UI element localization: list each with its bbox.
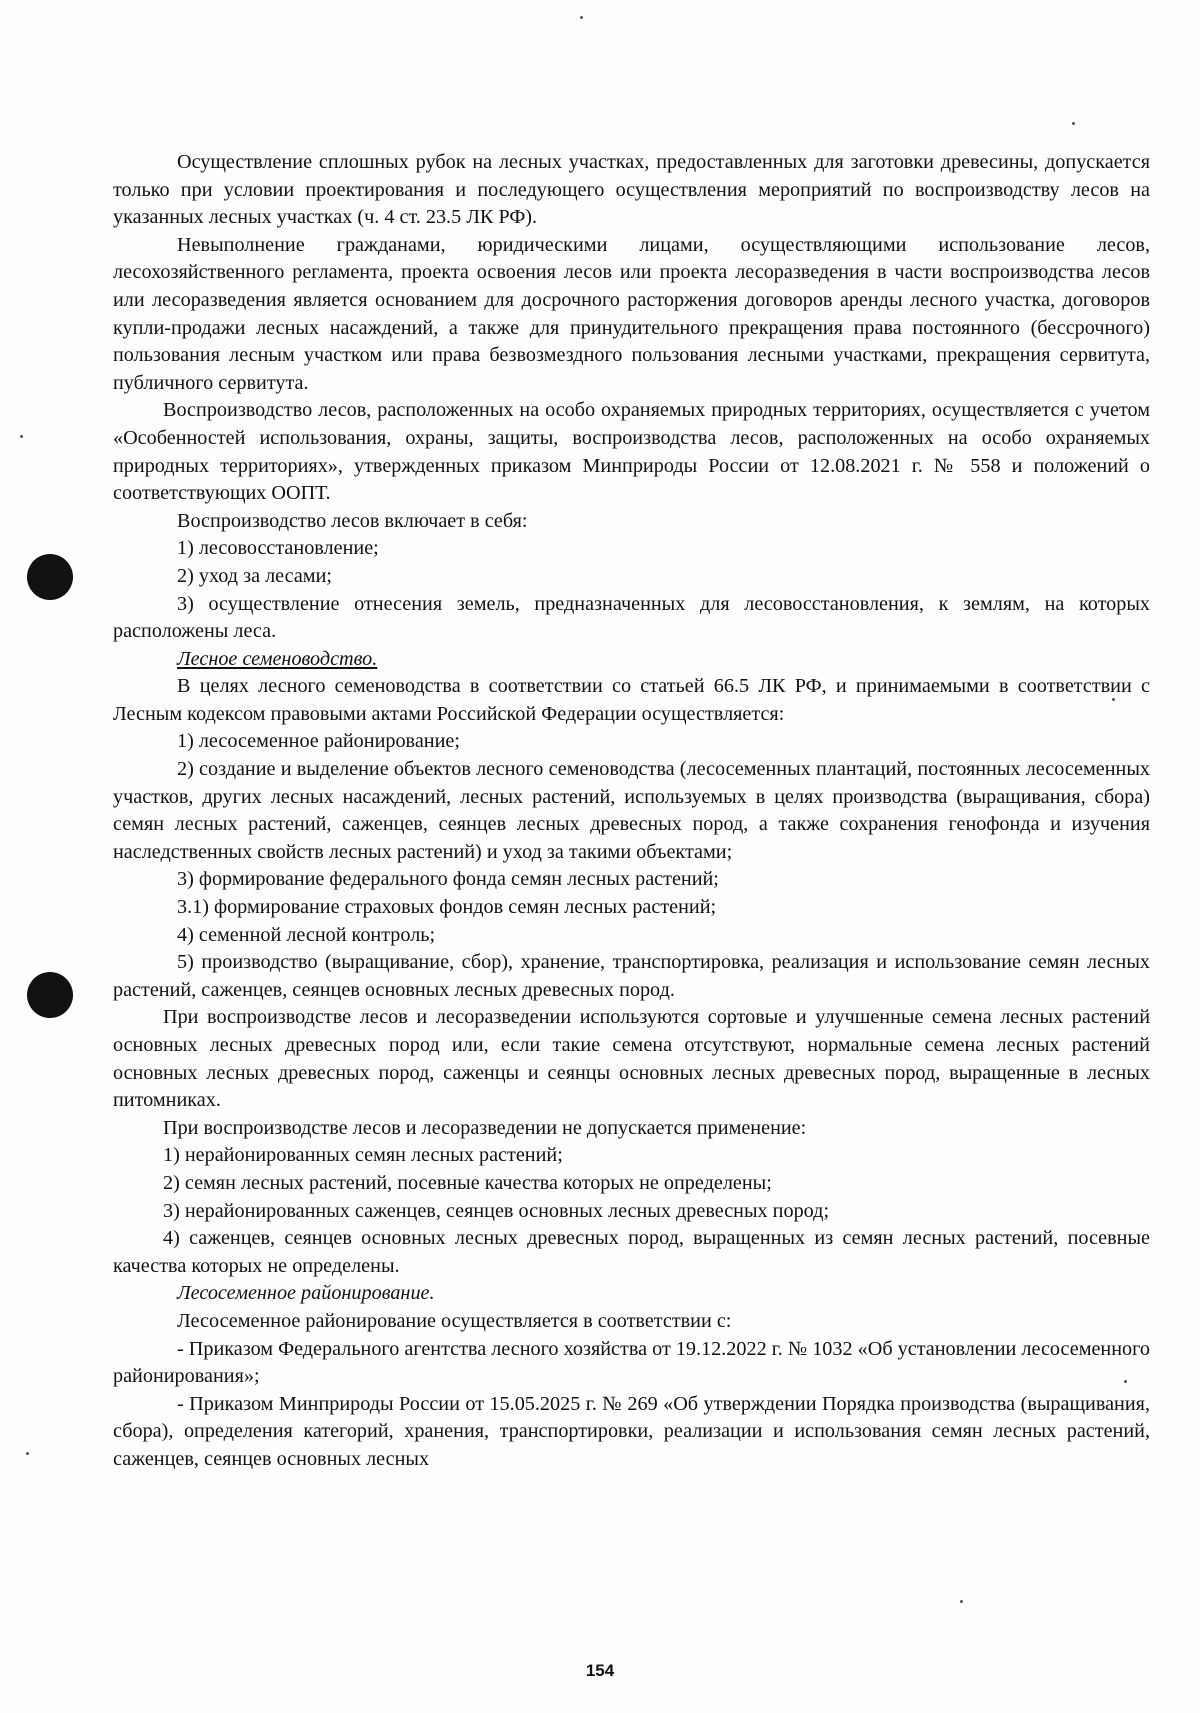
paragraph-non-compliance: Невыполнение гражданами, юридическими лицами, осуществляющими использование лесов, лесохозяйственного регламента, проекта освоения лесов или проекта лесоразведения в части воспроизводства лесов или лесоразведения является основанием для досрочного расторжения договоров аренды лесного участка, договоров купли-продажи лесных насаждений, а также для принудительного прекращения права постоянного (бессрочного) пользования лесным участком или права безвозмездного пользования лесными участками, прекращения сервитута, публичного сервитута. bbox=[113, 233, 1150, 394]
scan-speck bbox=[26, 1452, 29, 1455]
scan-speck bbox=[20, 435, 23, 438]
scan-speck bbox=[580, 16, 583, 19]
scan-speck bbox=[960, 1600, 963, 1603]
paragraph-zoning-basis: Лесосеменное районирование осуществляется в соответствии с: bbox=[177, 1309, 732, 1332]
paragraph-not-allowed: При воспроизводстве лесов и лесоразведении не допускается применение: bbox=[163, 1116, 807, 1139]
list-item: 3) нерайонированных саженцев, сеянцев основных лесных древесных пород; bbox=[163, 1199, 830, 1222]
list-item: 2) семян лесных растений, посевные качества которых не определены; bbox=[163, 1171, 772, 1194]
list-item: 1) лесовосстановление; bbox=[177, 537, 379, 560]
section-heading-text: Лесное семеноводство. bbox=[177, 647, 378, 670]
list-item: - Приказом Федерального агентства лесного хозяйства от 19.12.2022 г. № 1032 «Об установлении лесосеменного районирования»; bbox=[113, 1337, 1150, 1388]
list-item: 3) осуществление отнесения земель, предназначенных для лесовосстановления, к землям, на которых расположены леса. bbox=[113, 592, 1150, 643]
paragraph-reproduction-includes: Воспроизводство лесов включает в себя: bbox=[177, 509, 528, 532]
list-item: 4) саженцев, сеянцев основных лесных древесных пород, выращенных из семян лесных растений, посевные качества которых не определены. bbox=[113, 1227, 1150, 1277]
document-body bbox=[113, 149, 1150, 1474]
list-item: 1) лесосеменное районирование; bbox=[177, 730, 460, 753]
list-item: 1) нерайонированных семян лесных растений; bbox=[163, 1144, 563, 1167]
paragraph-clear-cutting: Осуществление сплошных рубок на лесных участках, предоставленных для заготовки древесины, допускается только при условии проектирования и последующего осуществления мероприятий по воспроизводству лесов на указанных лесных участках (ч. 4 ст. 23.5 ЛК РФ). bbox=[113, 151, 1150, 229]
paragraph-seed-production-purpose: В целях лесного семеноводства в соответствии со статьей 66.5 ЛК РФ, и принимаемыми в соответствии с Лесным кодексом правовыми актами Российской Федерации осуществляется: bbox=[113, 675, 1150, 725]
punch-hole-bottom bbox=[27, 972, 73, 1018]
page-number: 154 bbox=[585, 1661, 615, 1680]
list-item: 4) семенной лесной контроль; bbox=[177, 923, 436, 946]
list-item: 3) формирование федерального фонда семян лесных растений; bbox=[177, 868, 719, 891]
paragraph-seed-usage: При воспроизводстве лесов и лесоразведении используются сортовые и улучшенные семена лесных растений основных лесных древесных пород или, если такие семена отсутствуют, нормальные семена лесных растений основных лесных древесных пород, саженцы и сеянцы основных лесных древесных пород, выращенные в лесных питомниках. bbox=[113, 1006, 1150, 1112]
section-heading-seed-production bbox=[113, 646, 1150, 674]
list-item: 3.1) формирование страховых фондов семян лесных растений; bbox=[177, 896, 717, 919]
scan-speck bbox=[1072, 122, 1075, 125]
list-item: 2) уход за лесами; bbox=[177, 564, 332, 587]
section-heading-zoning: Лесосеменное районирование. bbox=[177, 1282, 435, 1305]
paragraph-protected-areas: Воспроизводство лесов, расположенных на особо охраняемых природных территориях, осуществляется с учетом «Особенностей использования, охраны, защиты, воспроизводства лесов, расположенных на особо охраняемых природных территориях», утвержденных приказом Минприроды России от 12.08.2021 г. № 558 и положений о соответствующих ООПТ. bbox=[113, 399, 1150, 505]
list-item: 5) производство (выращивание, сбор), хранение, транспортировка, реализация и использование семян лесных растений, саженцев, сеянцев основных лесных древесных пород. bbox=[113, 951, 1150, 1001]
punch-hole-top bbox=[27, 554, 73, 600]
list-item: - Приказом Минприроды России от 15.05.2025 г. № 269 «Об утверждении Порядка производства (выращивания, сбора), определения категорий, хранения, транспортировки, реализации и использования семян лесных растений, саженцев, сеянцев основных лесных bbox=[113, 1392, 1150, 1470]
list-item: 2) создание и выделение объектов лесного семеноводства (лесосеменных плантаций, постоянных лесосеменных участков, других лесных насаждений, лесных растений, используемых в целях производства (выращивания, сбора) семян лесных растений, саженцев, сеянцев лесных древесных пород, а также сохранения генофонда и изучения наследственных свойств лесных растений) и уход за такими объектами; bbox=[113, 758, 1150, 863]
